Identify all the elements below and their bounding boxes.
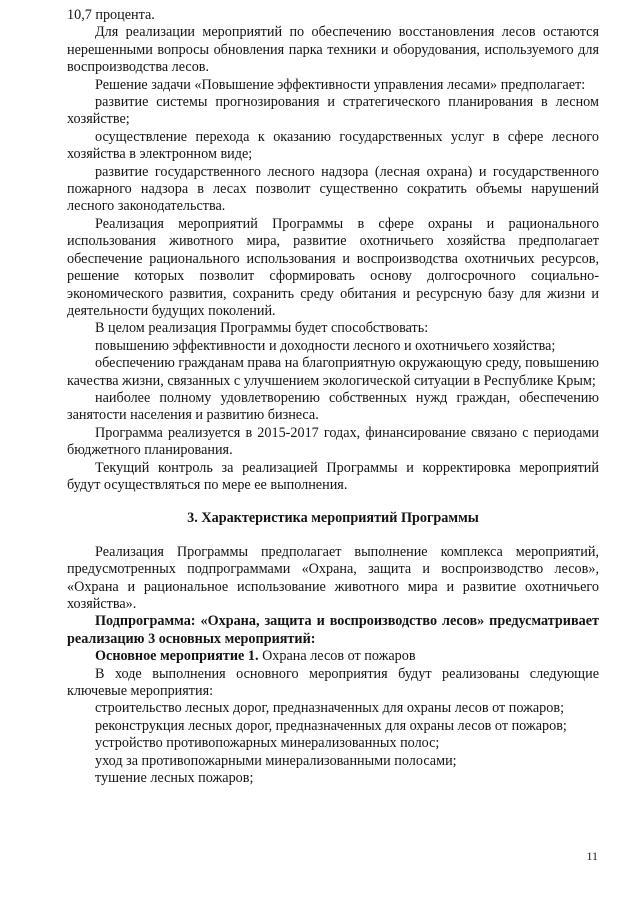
main-activity-label: Основное мероприятие 1. [95, 648, 259, 665]
list-item-citizens-rights: обеспечению гражданам права на благоприятную окружающую среду, повышению качества жизни, связанных с улучшением экологической ситуации в Республике Крым; [67, 355, 599, 389]
paragraph-program-period: Программа реализуется в 2015-2017 годах, финансирование связано с периодами бюджетного планирования. [67, 424, 599, 459]
list-item-electronic-services: осуществление перехода к оказанию государственных услуг в сфере лесного хозяйства в электронном виде; [67, 128, 599, 163]
list-item-citizen-needs: наиболее полному удовлетворению собственных нужд граждан, обеспечению занятости населения и развитию бизнеса. [67, 389, 599, 424]
paragraph-program-contribution: В целом реализация Программы будет способствовать: [95, 320, 429, 337]
section-heading: 3. Характеристика мероприятий Программы [187, 510, 479, 527]
paragraph-forest-restoration: Для реализации мероприятий по обеспечению восстановления лесов остаются нерешенными вопросы обновления парка техники и оборудования, используемого для воспроизводства лесов. [67, 24, 599, 76]
paragraph-current-control: Текущий контроль за реализацией Программы и корректировка мероприятий будут осуществляться по мере ее выполнения. [67, 459, 599, 493]
paragraph-subprogram: Подпрограмма: «Охрана, защита и воспроизводство лесов» предусматривает реализацию 3 основных мероприятий: [67, 613, 599, 647]
paragraph-section-intro: Реализация Программы предполагает выполнение комплекса мероприятий, предусмотренных подпрограммами «Охрана, защита и воспроизводство лесов», «Охрана и рациональное использование животного мира и развитие охотничьего хозяйства». [67, 543, 599, 612]
main-activity-text: Охрана лесов от пожаров [258, 648, 416, 665]
paragraph-main-activity [67, 648, 599, 665]
list-item-firebreak-construction: устройство противопожарных минерализованных полос; [95, 735, 440, 752]
paragraph-wildlife-protection: Реализация мероприятий Программы в сфере охраны и рационального использования животного мира, развитие охотничьего хозяйства предполагает обеспечение рационального использования и воспроизводства охотничьих ресурсов, решение которых позволит сформировать основу долгосрочного социально-экономического развития, сохранить среду обитания и ресурсную базу для жизни и деятельности будущих поколений. [67, 215, 599, 319]
list-item-forest-supervision: развитие государственного лесного надзора (лесная охрана) и государственного пожарного надзора в лесах позволит существенно сократить объемы нарушений лесного законодательства. [67, 163, 599, 215]
list-item-road-reconstruction: реконструкция лесных дорог, предназначенных для охраны лесов от пожаров; [95, 717, 567, 734]
list-item-firebreak-maintenance: уход за противопожарными минерализованными полосами; [95, 752, 457, 769]
list-item-firefighting: тушение лесных пожаров; [95, 770, 254, 787]
document-body [67, 7, 599, 787]
paragraph-task-solution: Решение задачи «Повышение эффективности управления лесами» предполагает: [95, 76, 586, 93]
paragraph-key-activities: В ходе выполнения основного мероприятия будут реализованы следующие ключевые мероприятия: [67, 665, 599, 700]
list-item-forecasting: развитие системы прогнозирования и стратегического планирования в лесном хозяйстве; [67, 94, 599, 128]
list-item-efficiency: повышению эффективности и доходности лесного и охотничьего хозяйства; [95, 337, 556, 354]
page-number: 11 [586, 849, 598, 863]
list-item-road-construction: строительство лесных дорог, предназначенных для охраны лесов от пожаров; [95, 700, 565, 717]
paragraph-continuation: 10,7 процента. [67, 7, 155, 23]
